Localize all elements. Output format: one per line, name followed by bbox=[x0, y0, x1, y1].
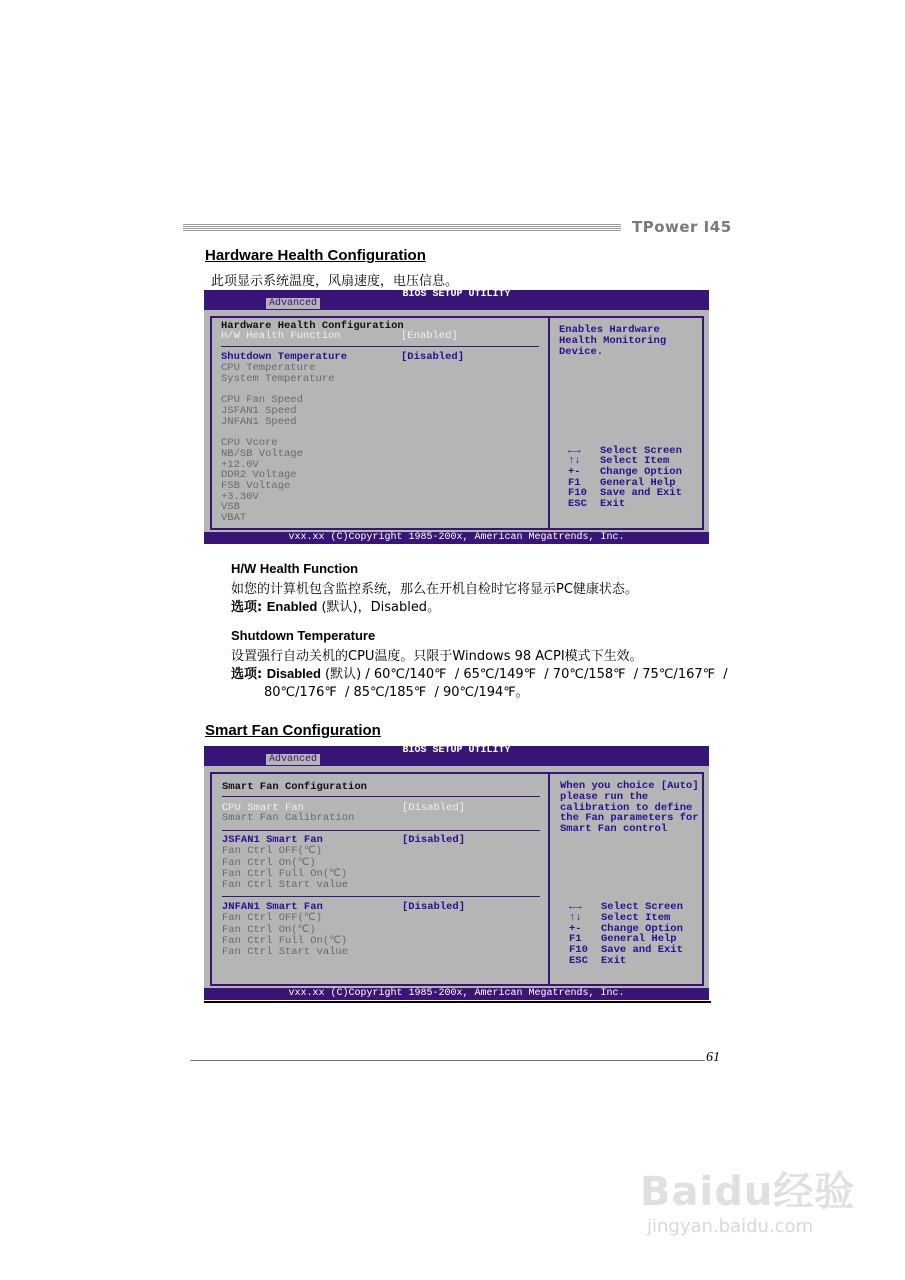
menu-item-jnfan1-smart-fan[interactable]: JNFAN1 Smart Fan bbox=[222, 901, 323, 913]
key-plus-minus: +- bbox=[569, 923, 582, 935]
bios-title-bar bbox=[204, 290, 709, 310]
bios-separator bbox=[221, 346, 539, 347]
key-desc: Select Screen bbox=[600, 445, 682, 457]
menu-item-fsb-voltage: FSB Voltage bbox=[221, 480, 291, 492]
bios-screen-hardware-health bbox=[204, 290, 709, 544]
bios-title: BIOS SETUP UTILITY bbox=[402, 745, 511, 756]
key-f10: F10 bbox=[569, 944, 588, 956]
menu-value-shutdown-temperature[interactable]: [Disabled] bbox=[401, 351, 465, 363]
menu-item-hw-health-function[interactable]: H/W Health Function bbox=[221, 330, 341, 342]
bios-copyright: vxx.xx (C)Copyright 1985-200x, American Megatrends, Inc. bbox=[204, 532, 709, 544]
menu-item-fan-ctrl-full-on: Fan Ctrl Full On(℃) bbox=[222, 935, 348, 947]
menu-item-ddr2-voltage: DDR2 Voltage bbox=[221, 469, 297, 481]
menu-item-jsfan1-speed: JSFAN1 Speed bbox=[221, 405, 297, 417]
key-f1: F1 bbox=[568, 477, 581, 489]
section-bottom-rule bbox=[204, 1001, 711, 1003]
desc-title-hw-health: H/W Health Function bbox=[231, 561, 359, 576]
key-desc: Exit bbox=[600, 498, 626, 510]
key-arrows-ud-icon: ↑↓ bbox=[569, 912, 582, 924]
key-desc: Select Item bbox=[600, 455, 670, 467]
menu-item-fan-ctrl-on: Fan Ctrl On(℃) bbox=[222, 924, 316, 936]
opt-prefix: 选项: bbox=[231, 600, 267, 615]
menu-item-3v3: +3.30V bbox=[221, 491, 259, 503]
menu-item-shutdown-temperature[interactable]: Shutdown Temperature bbox=[221, 351, 348, 363]
menu-item-fan-ctrl-on: Fan Ctrl On(℃) bbox=[222, 857, 316, 869]
section-title-hardware-health: Hardware Health Configuration bbox=[205, 247, 426, 264]
menu-item-cpu-fan-speed: CPU Fan Speed bbox=[221, 394, 303, 406]
key-arrows-lr-icon: ←→ bbox=[569, 901, 582, 913]
menu-item-cpu-temperature: CPU Temperature bbox=[221, 362, 316, 374]
help-text-line: Device. bbox=[559, 346, 604, 358]
help-text-line: Health Monitoring bbox=[559, 335, 667, 347]
opt-rest: (默认) / 60℃/140℉ / 65℃/149℉ / 70℃/158℉ / 75℃/167℉ / bbox=[320, 667, 728, 682]
bios-heading: Smart Fan Configuration bbox=[222, 781, 367, 793]
header-rule bbox=[183, 224, 621, 232]
opt-default: Disabled bbox=[266, 666, 321, 681]
section-intro: 此项显示系统温度，风扇速度，电压信息。 bbox=[211, 274, 459, 289]
bios-title: BIOS SETUP UTILITY bbox=[402, 289, 511, 300]
menu-item-vsb: VSB bbox=[221, 501, 240, 513]
desc-options-shutdown-temp-line2: 80℃/176℉ / 85℃/185℉ / 90℃/194℉。 bbox=[264, 685, 529, 700]
desc-text-hw-health: 如您的计算机包含监控系统，那么在开机自检时它将显示PC健康状态。 bbox=[231, 582, 638, 597]
menu-item-nbsb-voltage: NB/SB Voltage bbox=[221, 448, 303, 460]
menu-item-12v: +12.0V bbox=[221, 459, 259, 471]
key-f10: F10 bbox=[568, 487, 587, 499]
baidu-watermark-url: jingyan.baidu.com bbox=[647, 1216, 814, 1237]
menu-item-jsfan1-smart-fan[interactable]: JSFAN1 Smart Fan bbox=[222, 834, 323, 846]
menu-item-system-temperature: System Temperature bbox=[221, 373, 335, 385]
opt-default: Enabled bbox=[266, 599, 318, 614]
key-plus-minus: +- bbox=[568, 466, 581, 478]
menu-value-hw-health-function[interactable]: [Enabled] bbox=[401, 330, 458, 342]
header-brand: TPower I45 bbox=[632, 218, 732, 236]
menu-item-cpu-vcore: CPU Vcore bbox=[221, 437, 278, 449]
key-esc: ESC bbox=[569, 955, 588, 967]
menu-item-fan-ctrl-full-on: Fan Ctrl Full On(℃) bbox=[222, 868, 348, 880]
menu-value-cpu-smart-fan[interactable]: [Disabled] bbox=[402, 802, 466, 814]
menu-item-fan-ctrl-start: Fan Ctrl Start value bbox=[222, 946, 349, 958]
desc-options-hw-health bbox=[231, 596, 440, 615]
menu-value-jnfan1-smart-fan[interactable]: [Disabled] bbox=[402, 901, 466, 913]
opt-rest: (默认)，Disabled。 bbox=[317, 600, 441, 615]
bios-copyright: vxx.xx (C)Copyright 1985-200x, American Megatrends, Inc. bbox=[204, 988, 709, 1000]
footer-rule bbox=[190, 1060, 705, 1061]
desc-options-shutdown-temp bbox=[231, 663, 728, 682]
desc-text-shutdown-temp: 设置强行自动关机的CPU温度。只限于Windows 98 ACPI模式下生效。 bbox=[231, 649, 643, 664]
menu-item-fan-ctrl-off: Fan Ctrl OFF(℃) bbox=[222, 912, 323, 924]
help-text-line: please run the bbox=[560, 791, 649, 803]
help-text-line: When you choice [Auto] bbox=[560, 780, 699, 792]
page-number: 61 bbox=[706, 1050, 720, 1065]
section-title-smart-fan: Smart Fan Configuration bbox=[205, 722, 381, 739]
menu-item-vbat: VBAT bbox=[221, 512, 247, 524]
key-arrows-ud-icon: ↑↓ bbox=[568, 455, 581, 467]
key-esc: ESC bbox=[568, 498, 587, 510]
key-desc: Change Option bbox=[600, 466, 682, 478]
help-text-line: Smart Fan control bbox=[560, 823, 668, 835]
bios-title-bar bbox=[204, 746, 709, 766]
tab-advanced[interactable]: Advanced bbox=[266, 298, 320, 309]
key-desc: Exit bbox=[601, 955, 627, 967]
tab-advanced[interactable]: Advanced bbox=[266, 754, 320, 765]
key-desc: Change Option bbox=[601, 923, 683, 935]
key-desc: Save and Exit bbox=[601, 944, 683, 956]
bios-separator bbox=[222, 896, 540, 897]
bios-separator bbox=[222, 830, 540, 831]
help-text-line: the Fan parameters for bbox=[560, 812, 699, 824]
menu-item-fan-ctrl-off: Fan Ctrl OFF(℃) bbox=[222, 845, 323, 857]
key-f1: F1 bbox=[569, 933, 582, 945]
menu-item-jnfan1-speed: JNFAN1 Speed bbox=[221, 416, 297, 428]
menu-value-jsfan1-smart-fan[interactable]: [Disabled] bbox=[402, 834, 466, 846]
bios-screen-smart-fan bbox=[204, 746, 709, 1000]
key-arrows-lr-icon: ←→ bbox=[568, 445, 581, 457]
desc-title-shutdown-temp: Shutdown Temperature bbox=[231, 628, 376, 643]
key-desc: General Help bbox=[600, 477, 676, 489]
bios-separator bbox=[222, 796, 540, 797]
help-text-line: Enables Hardware bbox=[559, 324, 660, 336]
key-desc: Select Item bbox=[601, 912, 671, 924]
key-desc: Save and Exit bbox=[600, 487, 682, 499]
help-text-line: calibration to define bbox=[560, 802, 693, 814]
baidu-watermark-logo: Baidu经验 bbox=[640, 1169, 856, 1215]
bios-heading: Hardware Health Configuration bbox=[221, 320, 404, 332]
menu-item-cpu-smart-fan[interactable]: CPU Smart Fan bbox=[222, 802, 304, 814]
key-desc: Select Screen bbox=[601, 901, 683, 913]
menu-item-smart-fan-calibration[interactable]: Smart Fan Calibration bbox=[222, 812, 355, 824]
menu-item-fan-ctrl-start: Fan Ctrl Start value bbox=[222, 879, 349, 891]
key-desc: General Help bbox=[601, 933, 677, 945]
opt-prefix: 选项: bbox=[231, 667, 267, 682]
